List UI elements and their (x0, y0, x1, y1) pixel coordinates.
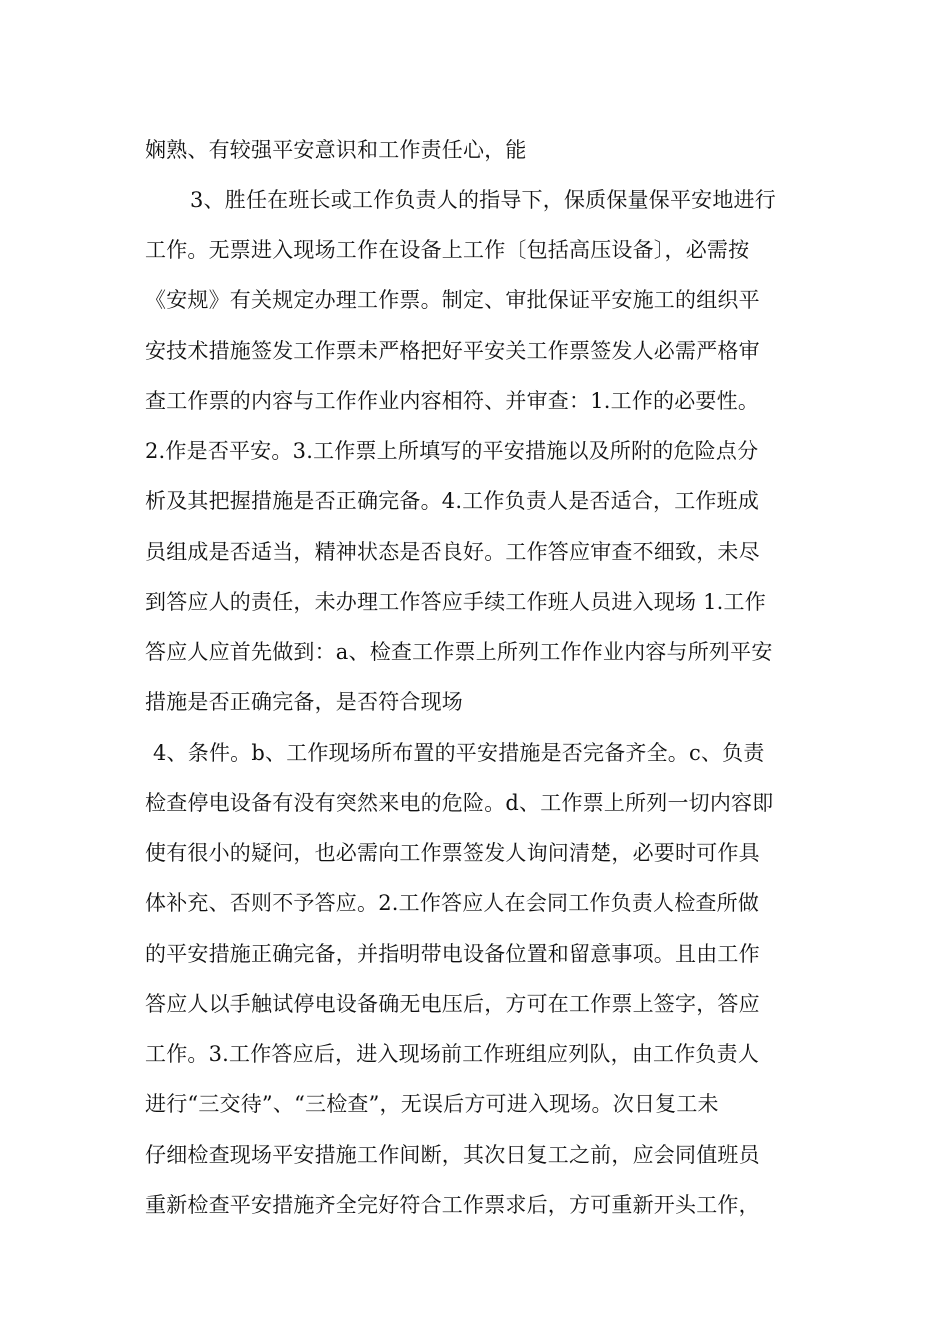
paragraph-line: 员组成是否适当，精神状态是否良好。工作答应审查不细致，未尽 (145, 540, 760, 564)
paragraph-line: 工作。3.工作答应后，进入现场前工作班组应列队，由工作负责人 (145, 1042, 760, 1066)
paragraph-line: 工作。无票进入现场工作在设备上工作〔包括高压设备〕，必需按 (145, 238, 750, 262)
paragraph-line: 2.作是否平安。3.工作票上所填写的平安措施以及所附的危险点分 (145, 439, 759, 463)
paragraph-line: 答应人应首先做到：a、检查工作票上所列工作作业内容与所列平安 (145, 640, 773, 664)
paragraph-line: 使有很小的疑问，也必需向工作票签发人询问清楚，必要时可作具 (145, 841, 760, 865)
paragraph-line: 进行“三交待”、“三检查”，无误后方可进入现场。次日复工未 (145, 1092, 719, 1116)
paragraph-line: 仔细检查现场平安措施工作间断，其次日复工之前，应会同值班员 (145, 1143, 760, 1167)
paragraph-line: 重新检查平安措施齐全完好符合工作票求后，方可重新开头工作， (145, 1193, 760, 1217)
paragraph-line: 答应人以手触试停电设备确无电压后，方可在工作票上签字，答应 (145, 992, 760, 1016)
paragraph-line: 安技术措施签发工作票未严格把好平安关工作票签发人必需严格审 (145, 339, 760, 363)
paragraph-line: 的平安措施正确完备，并指明带电设备位置和留意事项。且由工作 (145, 942, 760, 966)
paragraph-line: 体补充、否则不予答应。2.工作答应人在会同工作负责人检查所做 (145, 891, 760, 915)
paragraph-line: 《安规》有关规定办理工作票。制定、审批保证平安施工的组织平 (145, 288, 760, 312)
paragraph-line: 到答应人的责任，未办理工作答应手续工作班人员进入现场 1.工作 (145, 590, 766, 614)
paragraph-line: 4、条件。b、工作现场所布置的平安措施是否完备齐全。c、负责 (153, 741, 765, 765)
paragraph-line: 措施是否正确完备，是否符合现场 (145, 690, 463, 714)
paragraph-line: 析及其把握措施是否正确完备。4.工作负责人是否适合，工作班成 (145, 489, 760, 513)
paragraph-line: 3、胜任在班长或工作负责人的指导下，保质保量保平安地进行 (190, 188, 776, 212)
paragraph-line: 检查停电设备有没有突然来电的危险。d、工作票上所列一切内容即 (145, 791, 774, 815)
paragraph-line: 娴熟、有较强平安意识和工作责任心，能 (145, 138, 527, 162)
paragraph-line: 查工作票的内容与工作作业内容相符、并审查：1.工作的必要性。 (145, 389, 760, 413)
